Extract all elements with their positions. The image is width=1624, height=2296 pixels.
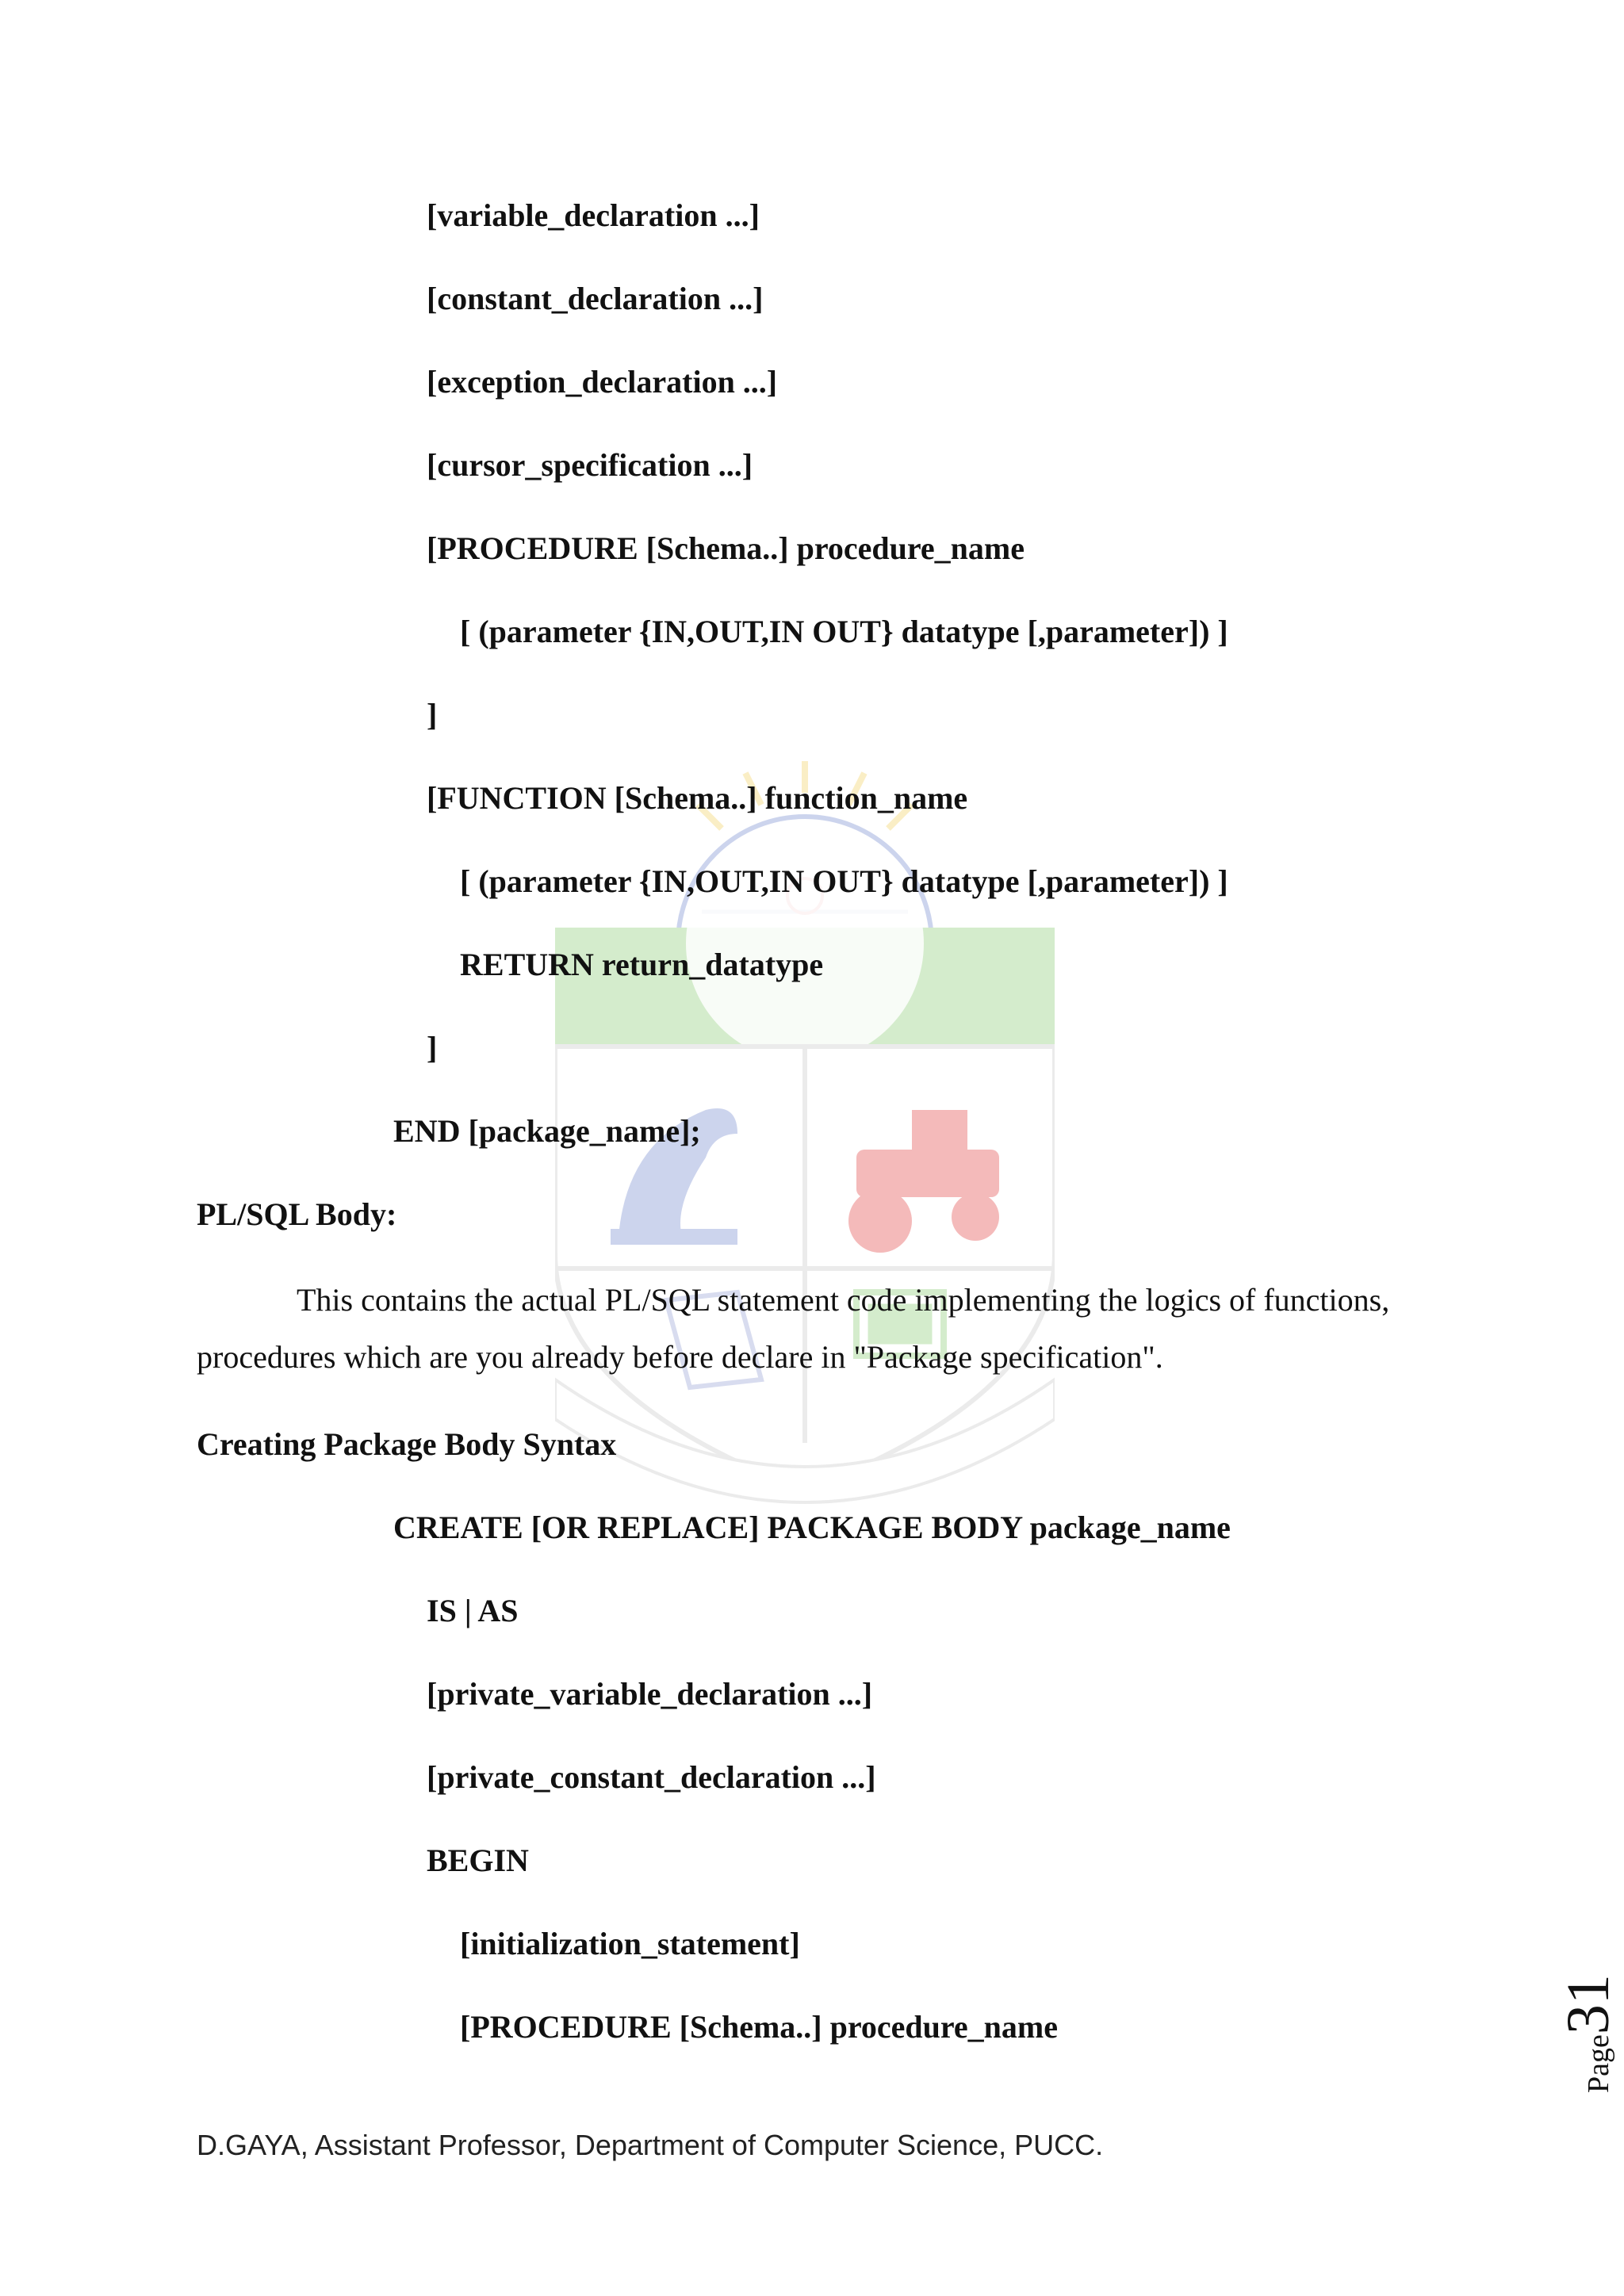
body-line-initialization: [initialization_statement] bbox=[460, 1926, 800, 1961]
section-heading-plsql-body: PL/SQL Body: bbox=[197, 1196, 397, 1232]
section-heading-body-syntax: Creating Package Body Syntax bbox=[197, 1426, 617, 1462]
body-line-private-variable: [private_variable_declaration ...] bbox=[427, 1676, 873, 1712]
spec-line-function-close: ] bbox=[427, 1030, 438, 1066]
spec-line-function: [FUNCTION [Schema..] function_name bbox=[427, 780, 968, 816]
body-line-procedure: [PROCEDURE [Schema..] procedure_name bbox=[460, 2009, 1059, 2045]
spec-line-end: END [package_name]; bbox=[393, 1113, 701, 1149]
spec-line-function-return: RETURN return_datatype bbox=[460, 947, 824, 982]
spec-line-procedure-close: ] bbox=[427, 697, 438, 733]
spec-line-function-parameters: [ (parameter {IN,OUT,IN OUT} datatype [,parameter]) ] bbox=[460, 863, 1228, 899]
spec-line-procedure-parameters: [ (parameter {IN,OUT,IN OUT} datatype [,parameter]) ] bbox=[460, 614, 1228, 649]
page-label: Page bbox=[1582, 2034, 1615, 2093]
spec-line-variable-declaration: [variable_declaration ...] bbox=[427, 197, 760, 233]
spec-line-constant-declaration: [constant_declaration ...] bbox=[427, 281, 764, 316]
page-number bbox=[1491, 1950, 1622, 2109]
paragraph-line-2: procedures which are you already before declare in "Package specification". bbox=[197, 1339, 1163, 1375]
body-line-is-as: IS | AS bbox=[427, 1593, 519, 1628]
paragraph-line-1: This contains the actual PL/SQL statement code implementing the logics of functions, bbox=[297, 1282, 1390, 1318]
body-line-create: CREATE [OR REPLACE] PACKAGE BODY package_name bbox=[393, 1510, 1231, 1545]
body-line-private-constant: [private_constant_declaration ...] bbox=[427, 1759, 876, 1795]
spec-line-procedure: [PROCEDURE [Schema..] procedure_name bbox=[427, 530, 1025, 566]
page-footer: D.GAYA, Assistant Professor, Department of Computer Science, PUCC. bbox=[197, 2129, 1104, 2161]
body-line-begin: BEGIN bbox=[427, 1843, 529, 1878]
spec-line-exception-declaration: [exception_declaration ...] bbox=[427, 364, 778, 400]
page-number-value: 31 bbox=[1555, 1974, 1622, 2035]
body-description-paragraph bbox=[197, 1272, 1434, 1386]
spec-line-cursor-specification: [cursor_specification ...] bbox=[427, 447, 753, 483]
